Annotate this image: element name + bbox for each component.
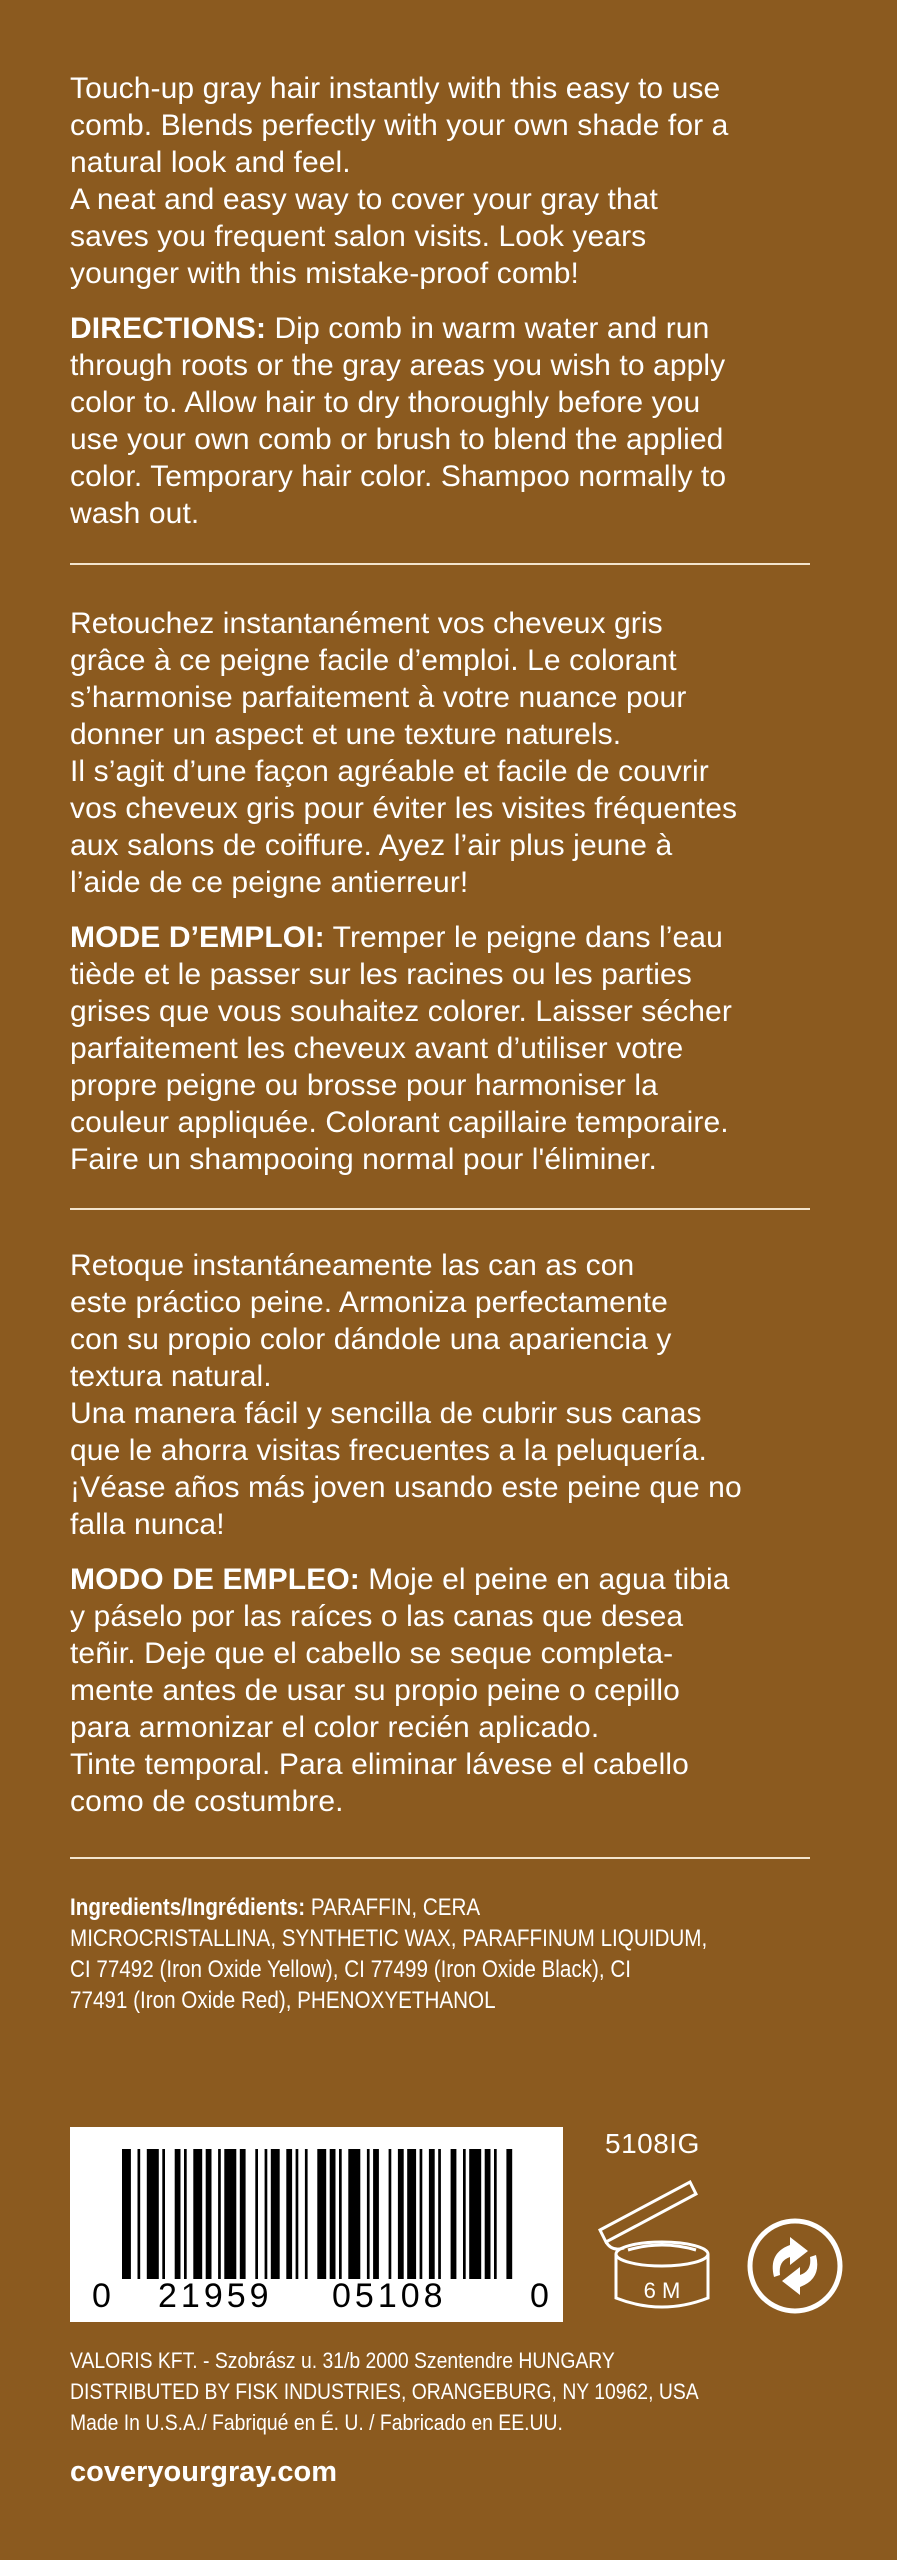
spanish-directions-label: MODO DE EMPLEO: (70, 1563, 360, 1596)
barcode-bar (122, 2149, 131, 2279)
ingredients-label: Ingredients/Ingrédients: (70, 1894, 306, 1921)
barcode-bar (305, 2149, 308, 2279)
barcode-bar (286, 2149, 292, 2279)
barcode-right-digits: 05108 (332, 2277, 447, 2315)
footer-line-1: VALORIS KFT. - Szobrász u. 31/b 2000 Szentendre HUNGARY (70, 2348, 615, 2373)
barcode-bar (193, 2149, 202, 2279)
barcode-bar (138, 2149, 141, 2279)
english-directions (70, 310, 810, 532)
divider-1 (70, 563, 810, 565)
barcode-bar (348, 2149, 360, 2279)
manufacturer-info (70, 2345, 827, 2438)
footer-line-3: Made In U.S.A./ Fabriqué en É. U. / Fabricado en EE.UU. (70, 2410, 563, 2435)
barcode-bar (218, 2149, 221, 2279)
french-intro: Retouchez instantanément vos cheveux gris grâce à ce peigne facile d’emploi. Le colorant s’harmonise parfaitement à votre nuance pour donner un aspect et une texture naturels. Il s’agit d’une façon agréable et facile de couvrir vos cheveux gris pour éviter les visites fréquentes aux salons de coiffure. Ayez l’air plus jeune à l’aide de ce peigne antierreur! (70, 607, 738, 899)
barcode-bar (420, 2149, 423, 2279)
barcode-bar (255, 2149, 258, 2279)
barcode-bar (339, 2149, 342, 2279)
divider-2 (70, 1208, 810, 1210)
barcode-last-digit: 0 (530, 2277, 549, 2315)
barcode-bars (70, 2127, 563, 2322)
french-directions-text: Tremper le peigne dans l’eau tiède et le passer sur les racines ou les parties grises que vous souhaitez colorer. Laisser sécher parfaitement les cheveux avant d’utiliser votre propre peigne ou brosse pour harmoniser la couleur appliquée. Colorant capillaire temporaire. Faire un shampooing normal pour l'éliminer. (70, 921, 732, 1176)
barcode-bar (398, 2149, 404, 2279)
barcode-bar (469, 2149, 481, 2279)
spanish-intro: Retoque instantáneamente las can as con este práctico peine. Armoniza perfectamente con su propio color dándole una apariencia y textura natural. Una manera fácil y sencilla de cubrir sus canas que le ahorra visitas frecuentes a la peluquería. ¡Véase años más joven usando este peine que no falla nunca! (70, 1249, 742, 1541)
barcode-bar (206, 2149, 212, 2279)
barcode-bar (451, 2149, 457, 2279)
english-directions-text: Dip comb in warm water and run through roots or the gray areas you wish to apply color to. Allow hair to dry thoroughly before you use your own comb or brush to blend the applied color. Temporary hair color. Shampoo normally to wash out. (70, 312, 727, 530)
barcode-bar (407, 2149, 416, 2279)
barcode-bar (389, 2149, 392, 2279)
barcode-bar (317, 2149, 326, 2279)
shelf-life-label: 6 M (643, 2278, 681, 2303)
barcode-bar (240, 2149, 246, 2279)
barcode-bar (485, 2149, 491, 2279)
barcode-first-digit: 0 (92, 2277, 111, 2315)
spanish-directions-text: Moje el peine en agua tibia y páselo por las raíces o las canas que desea teñir. Deje que el cabello se seque completa- mente antes de usar su propio peine o cepillo para armonizar el color recién aplicado. Tinte temporal. Para eliminar lávese el cabello como de costumbre. (70, 1563, 730, 1818)
barcode-bar (494, 2149, 497, 2279)
barcode-bar (271, 2149, 280, 2279)
barcode-bar (296, 2149, 299, 2279)
ingredients-list (70, 1892, 810, 2016)
divider-3 (70, 1857, 810, 1859)
barcode-bar (224, 2149, 236, 2279)
product-code: 5108IG (605, 2128, 700, 2159)
barcode-bar (175, 2149, 181, 2279)
french-section (70, 605, 810, 1178)
footer-line-2: DISTRIBUTED BY FISK INDUSTRIES, ORANGEBURG, NY 10962, USA (70, 2379, 699, 2404)
barcode (70, 2127, 563, 2322)
barcode-left-digits: 21959 (158, 2277, 273, 2315)
english-directions-label: DIRECTIONS: (70, 312, 267, 345)
barcode-bar (438, 2149, 441, 2279)
english-intro: Touch-up gray hair instantly with this easy to use comb. Blends perfectly with your own shade for a natural look and feel. A neat and easy way to cover your gray that saves you frequent salon visits. Look years younger with this mistake-proof comb! (70, 72, 729, 290)
barcode-bar (147, 2149, 159, 2279)
barcode-bar (367, 2149, 370, 2279)
barcode-bar (162, 2149, 165, 2279)
ingredients-text: PARAFFIN, CERA MICROCRISTALLINA, SYNTHETIC WAX, PARAFFINUM LIQUIDUM, CI 77492 (Iron Oxide Yellow), CI 77499 (Iron Oxide Black), CI 77491 (Iron Oxide Red), PHENOXYETHANOL (70, 1894, 708, 2014)
barcode-bar (184, 2149, 187, 2279)
barcode-bar (429, 2149, 435, 2279)
website-link[interactable]: coveryourgray.com (70, 2456, 338, 2488)
barcode-bar (330, 2149, 336, 2279)
french-directions-label: MODE D’EMPLOI: (70, 921, 325, 954)
barcode-bar (506, 2149, 512, 2279)
english-section (70, 70, 810, 532)
spanish-section (70, 1247, 810, 1820)
barcode-bar (463, 2149, 466, 2279)
french-directions (70, 919, 810, 1178)
barcode-bar (265, 2149, 268, 2279)
recycle-icon (746, 2217, 844, 2315)
barcode-bar (373, 2149, 379, 2279)
period-after-opening-icon (592, 2170, 742, 2320)
spanish-directions (70, 1561, 810, 1820)
